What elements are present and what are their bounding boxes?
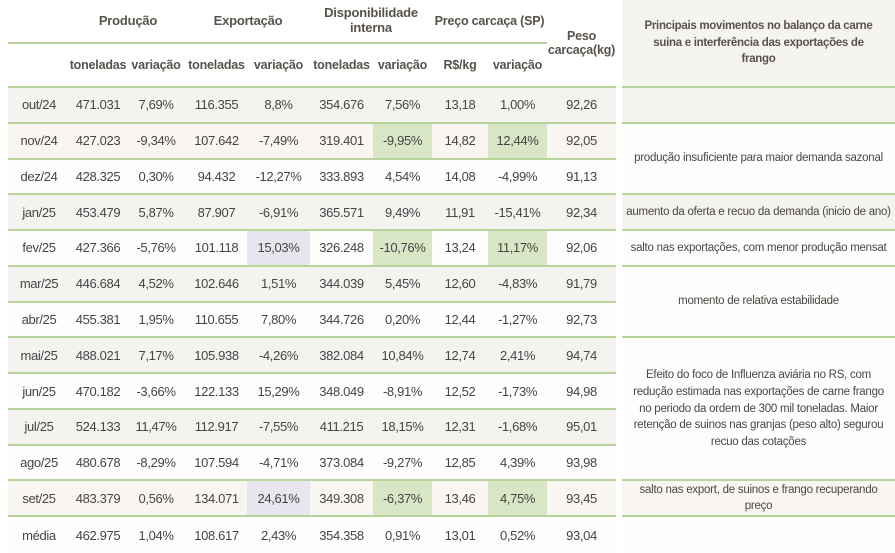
exp-ton-cell: 107.594 xyxy=(194,455,239,471)
disp-ton-cell: 326.248 xyxy=(319,240,364,256)
price-cell: 13,46 xyxy=(444,490,476,506)
note-group xyxy=(622,124,895,196)
column-group-exportacao: Exportação xyxy=(213,12,283,28)
disp-ton-cell: 354.676 xyxy=(319,97,364,113)
price-cell: 12,74 xyxy=(444,347,476,363)
disp-ton-cell: 344.726 xyxy=(319,311,364,327)
month-cell: dez/24 xyxy=(20,168,58,184)
exp-ton-cell: 134.071 xyxy=(194,490,239,506)
disp-ton-cell: 319.401 xyxy=(319,133,364,149)
peso-cell: 92,06 xyxy=(566,240,597,256)
disp-ton-cell: 333.893 xyxy=(319,168,364,184)
price-var-cell: 11,17% xyxy=(488,231,547,265)
prod-var-cell: 4,52% xyxy=(138,276,174,292)
price-cell: 14,82 xyxy=(444,133,476,149)
prod-var-cell: -8,29% xyxy=(136,455,176,471)
note-text: produção insuficiente para maior demanda sazonal xyxy=(634,152,883,165)
price-cell: 13,24 xyxy=(444,240,476,256)
table-row xyxy=(8,338,616,374)
month-cell: média xyxy=(22,527,56,543)
disp-var-cell: 5,45% xyxy=(384,276,421,292)
price-var-cell: -1,27% xyxy=(497,311,538,327)
prod-var-cell: 0,56% xyxy=(138,490,174,506)
subheader-disponibilidade-toneladas: toneladas xyxy=(313,57,370,72)
price-var-cell: -1,68% xyxy=(497,419,538,435)
exp-ton-cell: 102.646 xyxy=(194,276,239,292)
prod-var-cell: 0,30% xyxy=(138,168,174,184)
table-body xyxy=(8,88,616,553)
disp-ton-cell: 365.571 xyxy=(319,204,364,220)
exp-var-cell: 15,03% xyxy=(247,231,310,265)
notes-column xyxy=(622,88,895,553)
disp-ton-cell: 354.358 xyxy=(319,527,364,543)
subheader-exportacao-variacao: variação xyxy=(253,57,304,72)
disp-var-cell: 0,91% xyxy=(384,527,421,543)
note-group xyxy=(622,267,895,339)
column-group-disponibilidade-interna: Disponibilidade interna xyxy=(324,5,418,35)
price-var-cell: 2,41% xyxy=(499,347,536,363)
disp-ton-cell: 373.084 xyxy=(319,455,364,471)
prod-var-cell: -3,66% xyxy=(136,383,176,399)
note-group xyxy=(622,88,895,124)
exp-ton-cell: 108.617 xyxy=(194,527,239,543)
disp-var-cell: -8,91% xyxy=(382,383,423,399)
table-row xyxy=(8,446,616,482)
note-text: salto nas export, de suinos e frango recuperando preço xyxy=(639,483,878,513)
price-cell: 13,18 xyxy=(444,97,476,113)
column-group-preco-carcaca: Preço carcaça (SP) xyxy=(434,13,545,28)
peso-cell: 92,05 xyxy=(566,133,597,149)
table-row xyxy=(8,195,616,231)
prod-ton-cell: 453.479 xyxy=(75,204,121,220)
note-group xyxy=(622,481,895,517)
exp-var-cell: 1,51% xyxy=(260,276,297,292)
month-cell: abr/25 xyxy=(21,311,57,327)
subheader-producao-variacao: variação xyxy=(131,57,181,72)
exp-var-cell: 24,61% xyxy=(247,481,310,515)
table-row xyxy=(8,160,616,196)
table-row xyxy=(8,410,616,446)
peso-cell: 92,26 xyxy=(566,97,597,113)
prod-var-cell: -5,76% xyxy=(136,240,176,256)
exp-var-cell: 7,80% xyxy=(260,311,297,327)
prod-ton-cell: 455.381 xyxy=(75,311,121,327)
price-var-cell: 1,00% xyxy=(499,97,536,113)
disp-var-cell: -10,76% xyxy=(373,231,432,265)
subheader-disponibilidade-variacao: variação xyxy=(377,57,428,72)
column-header-peso-carcaca: Peso carcaça(kg) xyxy=(547,28,616,57)
price-cell: 12,31 xyxy=(444,419,476,435)
prod-var-cell: 7,17% xyxy=(138,347,174,363)
prod-var-cell: 1,04% xyxy=(138,527,174,543)
prod-var-cell: 1,95% xyxy=(138,311,174,327)
prod-ton-cell: 446.684 xyxy=(75,276,121,292)
month-cell: jul/25 xyxy=(24,419,54,435)
price-var-cell: -1,73% xyxy=(497,383,538,399)
exp-ton-cell: 105.938 xyxy=(194,347,239,363)
month-cell: mar/25 xyxy=(19,276,59,292)
prod-ton-cell: 462.975 xyxy=(75,527,121,543)
exp-var-cell: -12,27% xyxy=(255,168,302,184)
peso-cell: 92,34 xyxy=(566,204,597,220)
price-var-cell: -4,99% xyxy=(497,168,538,184)
table-row xyxy=(8,303,616,339)
disp-ton-cell: 411.215 xyxy=(319,419,364,435)
exp-ton-cell: 116.355 xyxy=(194,97,239,113)
peso-cell: 95,01 xyxy=(566,419,597,435)
price-cell: 12,60 xyxy=(444,276,476,292)
prod-ton-cell: 428.325 xyxy=(75,168,121,184)
disp-var-cell: -9,27% xyxy=(382,455,423,471)
price-cell: 12,52 xyxy=(444,383,476,399)
month-cell: jan/25 xyxy=(22,204,56,220)
month-cell: out/24 xyxy=(21,97,57,113)
note-text: Efeito do foco de Influenza aviária no RS, com redução estimada nas exportações de carne frango no periodo da ordem de 300 mil toneladas. Maior retenção de suinos nas granjas (peso alto) segurou recuo das cotações xyxy=(633,369,884,448)
price-cell: 14,08 xyxy=(444,168,476,184)
prod-ton-cell: 488.021 xyxy=(75,347,121,363)
prod-ton-cell: 427.366 xyxy=(75,240,121,256)
notes-column-header: Principais movimentos no balanço da carne suina e interferência das exportações de frango xyxy=(622,0,895,88)
exp-ton-cell: 101.118 xyxy=(194,240,239,256)
table-row xyxy=(8,374,616,410)
disp-ton-cell: 348.049 xyxy=(319,383,364,399)
exp-var-cell: 2,43% xyxy=(260,527,297,543)
disp-var-cell: -9,95% xyxy=(373,124,432,158)
table-row xyxy=(8,88,616,124)
peso-cell: 91,79 xyxy=(566,276,597,292)
price-var-cell: 4,75% xyxy=(488,481,547,515)
subheader-exportacao-toneladas: toneladas xyxy=(188,57,245,72)
prod-var-cell: 7,69% xyxy=(138,97,174,113)
exp-var-cell: 8,8% xyxy=(264,97,293,113)
subheader-producao-toneladas: toneladas xyxy=(69,57,127,72)
peso-cell: 94,98 xyxy=(566,383,597,399)
prod-ton-cell: 471.031 xyxy=(75,97,121,113)
exp-var-cell: -7,49% xyxy=(258,133,299,149)
prod-ton-cell: 470.182 xyxy=(75,383,121,399)
note-text: salto nas exportações, com menor produção mensat xyxy=(630,241,887,254)
table-row xyxy=(8,267,616,303)
note-text: aumento da oferta e recuo da demanda (inicio de ano) xyxy=(626,205,891,218)
exp-var-cell: -4,71% xyxy=(258,455,299,471)
price-cell: 13,01 xyxy=(444,527,476,543)
peso-cell: 91,13 xyxy=(566,168,597,184)
price-var-cell: 4,39% xyxy=(499,455,536,471)
month-cell: fev/25 xyxy=(22,240,56,256)
prod-var-cell: 5,87% xyxy=(138,204,174,220)
price-var-cell: 12,44% xyxy=(488,124,547,158)
note-group xyxy=(622,195,895,231)
exp-ton-cell: 107.642 xyxy=(194,133,239,149)
price-cell: 12,85 xyxy=(444,455,476,471)
exp-ton-cell: 122.133 xyxy=(194,383,239,399)
table-row xyxy=(8,481,616,517)
disp-ton-cell: 382.084 xyxy=(319,347,364,363)
price-var-cell: -15,41% xyxy=(494,204,541,220)
prod-ton-cell: 480.678 xyxy=(75,455,121,471)
prod-ton-cell: 427.023 xyxy=(75,133,121,149)
exp-ton-cell: 112.917 xyxy=(194,419,239,435)
table-row xyxy=(8,231,616,267)
exp-var-cell: 15,29% xyxy=(257,383,300,399)
peso-cell: 93,04 xyxy=(566,527,597,543)
disp-var-cell: 7,56% xyxy=(384,97,421,113)
note-group xyxy=(622,517,895,553)
month-cell: ago/25 xyxy=(20,455,58,471)
peso-cell: 92,73 xyxy=(566,311,597,327)
table-header xyxy=(8,0,616,88)
disp-ton-cell: 349.308 xyxy=(319,490,364,506)
month-cell: jun/25 xyxy=(22,383,56,399)
prod-ton-cell: 524.133 xyxy=(75,419,121,435)
disp-var-cell: 4,54% xyxy=(384,168,421,184)
disp-ton-cell: 344.039 xyxy=(319,276,364,292)
disp-var-cell: -6,37% xyxy=(373,481,432,515)
exp-var-cell: -6,91% xyxy=(258,204,299,220)
exp-var-cell: -7,55% xyxy=(258,419,299,435)
disp-var-cell: 9,49% xyxy=(384,204,421,220)
prod-var-cell: 11,47% xyxy=(135,419,177,435)
price-var-cell: 0,52% xyxy=(499,527,536,543)
price-cell: 12,44 xyxy=(444,311,476,327)
price-cell: 11,91 xyxy=(445,204,475,220)
exp-ton-cell: 110.655 xyxy=(194,311,239,327)
peso-cell: 93,98 xyxy=(566,455,597,471)
month-cell: nov/24 xyxy=(20,133,58,149)
exp-ton-cell: 87.907 xyxy=(197,204,236,220)
disp-var-cell: 10,84% xyxy=(381,347,424,363)
exp-ton-cell: 94.432 xyxy=(197,168,236,184)
disp-var-cell: 0,20% xyxy=(384,311,421,327)
month-cell: set/25 xyxy=(22,490,56,506)
peso-cell: 93,45 xyxy=(566,490,597,506)
prod-var-cell: -9,34% xyxy=(136,133,176,149)
price-var-cell: -4,83% xyxy=(497,276,538,292)
peso-cell: 94,74 xyxy=(566,347,597,363)
exp-var-cell: -4,26% xyxy=(258,347,299,363)
column-group-producao: Produção xyxy=(98,12,158,28)
month-cell: mai/25 xyxy=(20,347,58,363)
disp-var-cell: 18,15% xyxy=(381,419,424,435)
note-group xyxy=(622,338,895,481)
note-text: momento de relativa estabilidade xyxy=(678,295,839,308)
note-group xyxy=(622,231,895,267)
subheader-preco-variacao: variação xyxy=(492,57,543,72)
table-row xyxy=(8,124,616,160)
prod-ton-cell: 483.379 xyxy=(75,490,121,506)
table-row xyxy=(8,517,616,553)
subheader-preco-rskg: R$/kg xyxy=(443,57,477,72)
